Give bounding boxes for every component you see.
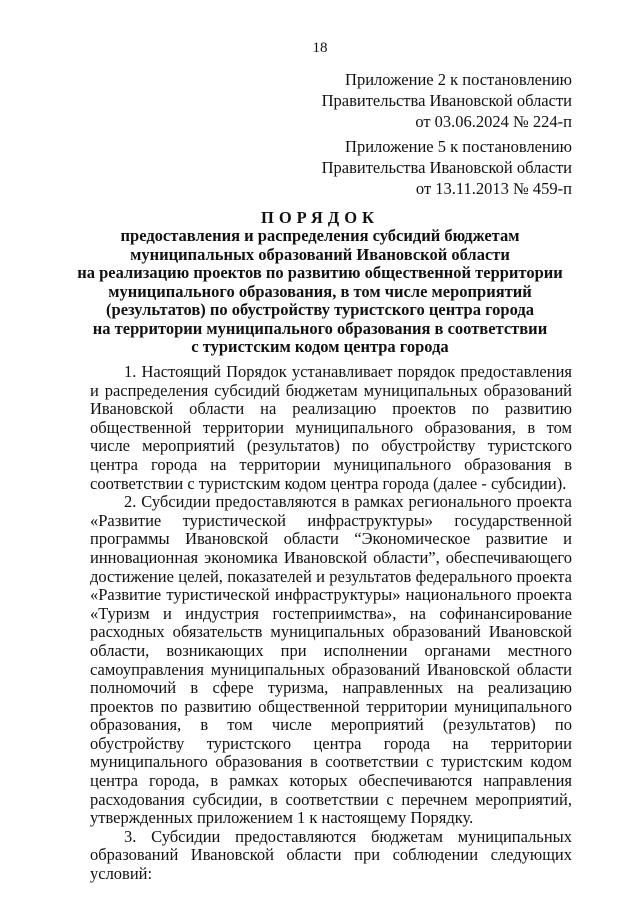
appendix-line: Правительства Ивановской области bbox=[321, 158, 572, 177]
paragraph-3: 3. Субсидии предоставляются бюджетам муниципальных образований Ивановской области при соблюдении следующих условий: bbox=[90, 826, 572, 884]
subtitle-line: на территории муниципального образования в соответствии bbox=[92, 318, 548, 338]
document-title: ПОРЯДОК bbox=[261, 208, 379, 227]
paragraph-1: 1. Настоящий Порядок устанавливает порядок предоставления и распределения субсидий бюджетам муниципальных образований Ивановской области на реализацию проектов по развитию общественной территории муниципального образования, в том числе мероприятий (результатов) по обустройству туристского центра города на территории муниципального образования в соответствии с туристским кодом центра города (далее - субсидии). bbox=[90, 362, 572, 493]
subtitle-line: (результатов) по обустройству туристского центра города bbox=[106, 300, 534, 319]
subtitle-line: муниципальных образований Ивановской области bbox=[130, 244, 510, 264]
page-number: 18 bbox=[312, 40, 328, 56]
appendix-line: Правительства Ивановской области bbox=[321, 91, 572, 110]
subtitle-line: муниципального образования, в том числе мероприятий bbox=[108, 281, 532, 301]
document-subtitle bbox=[70, 227, 570, 357]
subtitle-line: на реализацию проектов по развитию общественной территории bbox=[77, 263, 563, 282]
subtitle-line: с туристским кодом центра города bbox=[191, 337, 449, 356]
document-body bbox=[90, 363, 572, 884]
appendix-reference-original bbox=[300, 136, 572, 199]
paragraph-2: 2. Субсидии предоставляются в рамках регионального проекта «Развитие туристической инфраструктуры» государственной программы Ивановской области “Экономическое развитие и инновационная экономика Ивановской области”, обеспечивающего достижение целей, показателей и результатов федерального проекта «Развитие туристической инфраструктуры» национального проекта «Туризм и индустрия гостеприимства», на софинансирование расходных обязательств муниципальных образований Ивановской области, возникающих при исполнении органами местного самоуправления муниципальных образований Ивановской области полномочий в сфере туризма, направленных на реализацию проектов по развитию общественной территории муниципального образования, в том числе мероприятий (результатов) по обустройству туристского центра города на территории муниципального образования в соответствии с туристским кодом центра города, в рамках которых обеспечиваются направления расходования субсидии, в соответствии с перечнем мероприятий, утвержденных приложением 1 к настоящему Порядку. bbox=[90, 492, 572, 828]
appendix-line: от 13.11.2013 № 459-п bbox=[415, 179, 572, 198]
appendix-reference-current bbox=[300, 69, 572, 132]
appendix-line: от 03.06.2024 № 224-п bbox=[415, 112, 572, 131]
subtitle-line: предоставления и распределения субсидий бюджетам bbox=[120, 226, 520, 245]
appendix-line: Приложение 5 к постановлению bbox=[345, 137, 572, 156]
appendix-line: Приложение 2 к постановлению bbox=[345, 70, 572, 89]
